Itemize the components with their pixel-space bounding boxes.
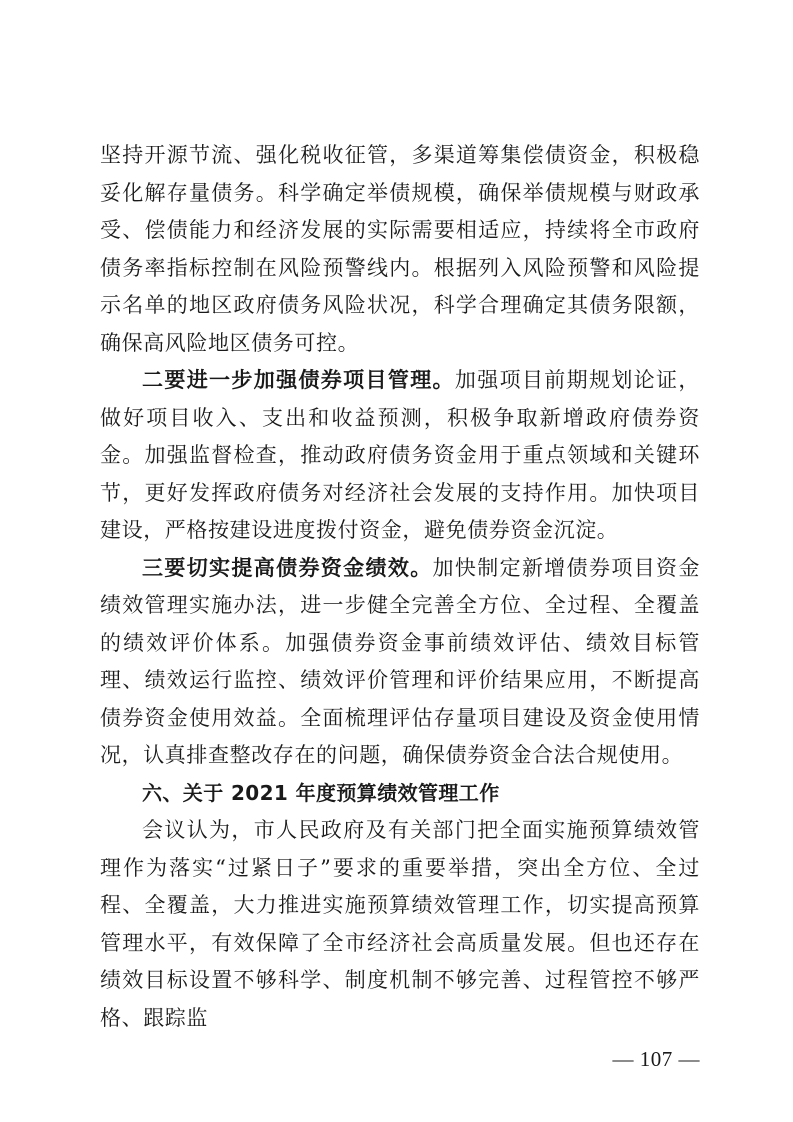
paragraph-body-bond-performance: 加快制定新增债券项目资金绩效管理实施办法，进一步健全完善全方位、全过程、全覆盖的绩效评价体系。加强债券资金事前绩效评估、绩效目标管理、绩效运行监控、绩效评价管理和评价结果应用，不断提高债券资金使用效益。全面梳理评估存量项目建设及资金使用情况，认真排查整改存在的问题，确保债券资金合法合规使用。: [100, 555, 700, 767]
paragraph-bond-performance: [100, 550, 700, 775]
paragraph-lead-bond-performance: 三要切实提高债券资金绩效。: [142, 555, 433, 580]
paragraph-lead-bond-project: 二要进一步加强债券项目管理。: [142, 368, 455, 392]
page-number: — 107 —: [612, 1047, 700, 1071]
paragraph-bond-project-management: [100, 362, 700, 550]
paragraph-body-bond-project: 加强项目前期规划论证，做好项目收入、支出和收益预测，积极争取新增政府债券资金。加强监督检查，推动政府债务资金用于重点领域和关键环节，更好发挥政府债务对经济社会发展的支持作用。加快项目建设，严格按建设进度拨付资金，避免债券资金沉淀。: [100, 368, 700, 542]
document-body: [100, 137, 700, 1037]
paragraph-debt-control: 坚持开源节流、强化税收征管，多渠道筹集偿债资金，积极稳妥化解存量债务。科学确定举债规模，确保举债规模与财政承受、偿债能力和经济发展的实际需要相适应，持续将全市政府债务率指标控制在风险预警线内。根据列入风险预警和风险提示名单的地区政府债务风险状况，科学合理确定其债务限额，确保高风险地区债务可控。: [100, 143, 700, 355]
section-heading-budget-performance: 六、关于 2021 年度预算绩效管理工作: [142, 780, 500, 805]
paragraph-meeting-opinion: 会议认为，市人民政府及有关部门把全面实施预算绩效管理作为落实“过紧日子”要求的重要举措，突出全方位、全过程、全覆盖，大力推进实施预算绩效管理工作，切实提高预算管理水平，有效保障了全市经济社会高质量发展。但也还存在绩效目标设置不够科学、制度机制不够完善、过程管控不够严格、跟踪监: [100, 818, 700, 1030]
